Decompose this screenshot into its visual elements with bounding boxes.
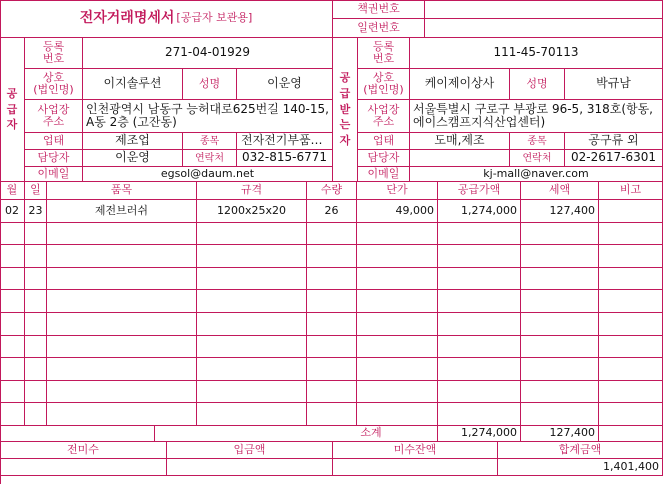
table-cell-supply-amount (438, 268, 521, 290)
table-cell-spec (197, 290, 307, 313)
table-cell-spec (197, 223, 307, 245)
receiver-email-label: 이메일 (358, 167, 410, 182)
table-cell-item (47, 268, 197, 290)
remaining-label: 미수잔액 (333, 442, 498, 459)
table-cell-note (599, 245, 663, 268)
receiver-biz-type: 도매,제조 (410, 133, 510, 150)
table-cell-unit-price (357, 313, 438, 336)
supplier-company: 이지솔루션 (83, 69, 183, 100)
supplier-side-char: 공 (6, 86, 18, 100)
prior-unpaid-label: 전미수 (0, 442, 167, 459)
subtotal-supply: 1,274,000 (438, 426, 521, 442)
col-header-item: 품목 (47, 182, 197, 200)
supplier-email-label: 이메일 (25, 167, 83, 182)
subtotal-label: 소계 (155, 426, 438, 442)
table-cell-supply-amount (438, 313, 521, 336)
receiver-phone: 02-2617-6301 (565, 150, 663, 167)
col-header-month: 월 (0, 182, 25, 200)
table-cell-tax (521, 245, 599, 268)
table-cell-spec (197, 245, 307, 268)
table-cell-item: 제전브러쉬 (47, 200, 197, 223)
receiver-phone-label: 연락처 (510, 150, 565, 167)
col-header-tax: 세액 (521, 182, 599, 200)
table-cell-month (0, 313, 25, 336)
table-cell-note (599, 268, 663, 290)
table-cell-day (25, 336, 47, 358)
table-cell-month (0, 223, 25, 245)
supplier-side-char: 급 (6, 102, 18, 116)
table-cell-month (0, 336, 25, 358)
col-header-day: 일 (25, 182, 47, 200)
total-label: 합계금액 (498, 442, 663, 459)
receiver-side-char: 공 (339, 70, 351, 84)
table-cell-item (47, 223, 197, 245)
table-cell-unit-price (357, 358, 438, 381)
table-cell-supply-amount (438, 403, 521, 426)
table-cell-supply-amount (438, 381, 521, 403)
table-cell-unit-price (357, 268, 438, 290)
table-cell-qty (307, 358, 357, 381)
table-cell-item (47, 290, 197, 313)
table-cell-tax (521, 336, 599, 358)
prior-unpaid (0, 459, 167, 476)
table-cell-supply-amount (438, 290, 521, 313)
receiver-biz-item-label: 종목 (510, 133, 565, 150)
receiver-side-label (333, 38, 358, 182)
table-cell-unit-price (357, 381, 438, 403)
receiver-reg-no: 111-45-70113 (410, 38, 663, 69)
table-cell-note (599, 336, 663, 358)
table-cell-supply-amount: 1,274,000 (438, 200, 521, 223)
table-cell-month: 02 (0, 200, 25, 223)
table-cell-spec (197, 313, 307, 336)
table-cell-tax: 127,400 (521, 200, 599, 223)
remaining (333, 459, 498, 476)
receiver-reg-no-label: 등록 번호 (358, 38, 410, 69)
supplier-phone: 032-815-6771 (237, 150, 333, 167)
table-cell-tax (521, 381, 599, 403)
table-cell-item (47, 336, 197, 358)
receiver-address: 서울특별시 구로구 부광로 96-5, 318호(항동, 에이스캠프지식산업센터) (410, 100, 663, 133)
supplier-address-label: 사업장 주소 (25, 100, 83, 133)
supplier-contact-label: 담당자 (25, 150, 83, 167)
table-cell-supply-amount (438, 223, 521, 245)
supplier-biz-type: 제조업 (83, 133, 183, 150)
serial-no-label: 일련번호 (333, 19, 425, 38)
supplier-biz-item-label: 종목 (183, 133, 237, 150)
table-cell-day: 23 (25, 200, 47, 223)
table-cell-qty: 26 (307, 200, 357, 223)
table-cell-tax (521, 268, 599, 290)
table-cell-spec (197, 358, 307, 381)
table-cell-note (599, 313, 663, 336)
receiver-rep: 박규남 (565, 69, 663, 100)
table-cell-month (0, 290, 25, 313)
receiver-rep-label: 성명 (510, 69, 565, 100)
receiver-side-char: 급 (339, 86, 351, 100)
receiver-company-label: 상호 (법인명) (358, 69, 410, 100)
title-cell (0, 0, 333, 38)
table-cell-tax (521, 313, 599, 336)
receiver-biz-type-label: 업태 (358, 133, 410, 150)
table-cell-qty (307, 336, 357, 358)
table-cell-tax (521, 223, 599, 245)
table-cell-unit-price (357, 336, 438, 358)
supplier-email: egsol@daum.net (83, 167, 333, 182)
col-header-supply-amount: 공급가액 (438, 182, 521, 200)
book-no-value (425, 0, 663, 19)
table-cell-qty (307, 313, 357, 336)
receiver-side-char: 자 (339, 134, 351, 148)
subtotal-note (599, 426, 663, 442)
table-cell-month (0, 245, 25, 268)
table-cell-qty (307, 403, 357, 426)
supplier-reg-no: 271-04-01929 (83, 38, 333, 69)
deposit-label: 입금액 (167, 442, 333, 459)
receiver-side-char: 는 (339, 118, 351, 132)
table-cell-unit-price (357, 223, 438, 245)
table-cell-qty (307, 268, 357, 290)
table-cell-supply-amount (438, 245, 521, 268)
table-cell-note (599, 200, 663, 223)
supplier-side-char: 자 (6, 118, 18, 132)
document-title: 전자거래명세서 (79, 9, 175, 26)
table-cell-qty (307, 381, 357, 403)
table-cell-unit-price: 49,000 (357, 200, 438, 223)
table-cell-day (25, 381, 47, 403)
table-cell-day (25, 403, 47, 426)
table-cell-supply-amount (438, 336, 521, 358)
table-cell-day (25, 313, 47, 336)
table-cell-month (0, 358, 25, 381)
receiver-side-char: 받 (339, 102, 351, 116)
supplier-company-label: 상호 (법인명) (25, 69, 83, 100)
receiver-email: kj-mall@naver.com (410, 167, 663, 182)
table-cell-spec (197, 381, 307, 403)
supplier-biz-item: 전자전기부품… (237, 133, 333, 150)
table-cell-note (599, 403, 663, 426)
table-cell-qty (307, 290, 357, 313)
table-cell-qty (307, 245, 357, 268)
supplier-side-label (0, 38, 25, 182)
table-cell-item (47, 381, 197, 403)
table-cell-spec (197, 268, 307, 290)
supplier-biz-type-label: 업태 (25, 133, 83, 150)
table-cell-day (25, 268, 47, 290)
table-cell-day (25, 358, 47, 381)
table-cell-note (599, 358, 663, 381)
table-cell-note (599, 223, 663, 245)
document-subtitle: [공급자 보관용] (176, 11, 253, 25)
table-cell-tax (521, 290, 599, 313)
table-cell-note (599, 381, 663, 403)
table-cell-month (0, 268, 25, 290)
receiver-address-label: 사업장 주소 (358, 100, 410, 133)
supplier-contact: 이운영 (83, 150, 183, 167)
table-cell-day (25, 290, 47, 313)
table-cell-spec: 1200x25x20 (197, 200, 307, 223)
supplier-rep: 이운영 (237, 69, 333, 100)
supplier-reg-no-label: 등록 번호 (25, 38, 83, 69)
subtotal-blank (0, 426, 155, 442)
total-amount: 1,401,400 (498, 459, 663, 476)
table-cell-unit-price (357, 245, 438, 268)
table-cell-unit-price (357, 403, 438, 426)
subtotal-tax: 127,400 (521, 426, 599, 442)
col-header-spec: 규격 (197, 182, 307, 200)
table-cell-unit-price (357, 290, 438, 313)
table-cell-tax (521, 358, 599, 381)
supplier-address: 인천광역시 남동구 능허대로625번길 140-15, A동 2층 (고잔동) (83, 100, 333, 133)
table-cell-item (47, 313, 197, 336)
receiver-contact (410, 150, 510, 167)
table-cell-item (47, 358, 197, 381)
table-cell-note (599, 290, 663, 313)
table-cell-spec (197, 336, 307, 358)
supplier-rep-label: 성명 (183, 69, 237, 100)
col-header-unit-price: 단가 (357, 182, 438, 200)
table-cell-day (25, 223, 47, 245)
col-header-qty: 수량 (307, 182, 357, 200)
serial-no-value (425, 19, 663, 38)
receiver-contact-label: 담당자 (358, 150, 410, 167)
table-cell-item (47, 245, 197, 268)
table-cell-spec (197, 403, 307, 426)
col-header-note: 비고 (599, 182, 663, 200)
table-cell-month (0, 403, 25, 426)
table-cell-tax (521, 403, 599, 426)
table-cell-supply-amount (438, 358, 521, 381)
table-cell-month (0, 381, 25, 403)
table-cell-item (47, 403, 197, 426)
table-cell-qty (307, 223, 357, 245)
supplier-phone-label: 연락처 (183, 150, 237, 167)
book-no-label: 책권번호 (333, 0, 425, 19)
receiver-biz-item: 공구류 외 (565, 133, 663, 150)
table-cell-day (25, 245, 47, 268)
deposit (167, 459, 333, 476)
receiver-company: 케이제이상사 (410, 69, 510, 100)
